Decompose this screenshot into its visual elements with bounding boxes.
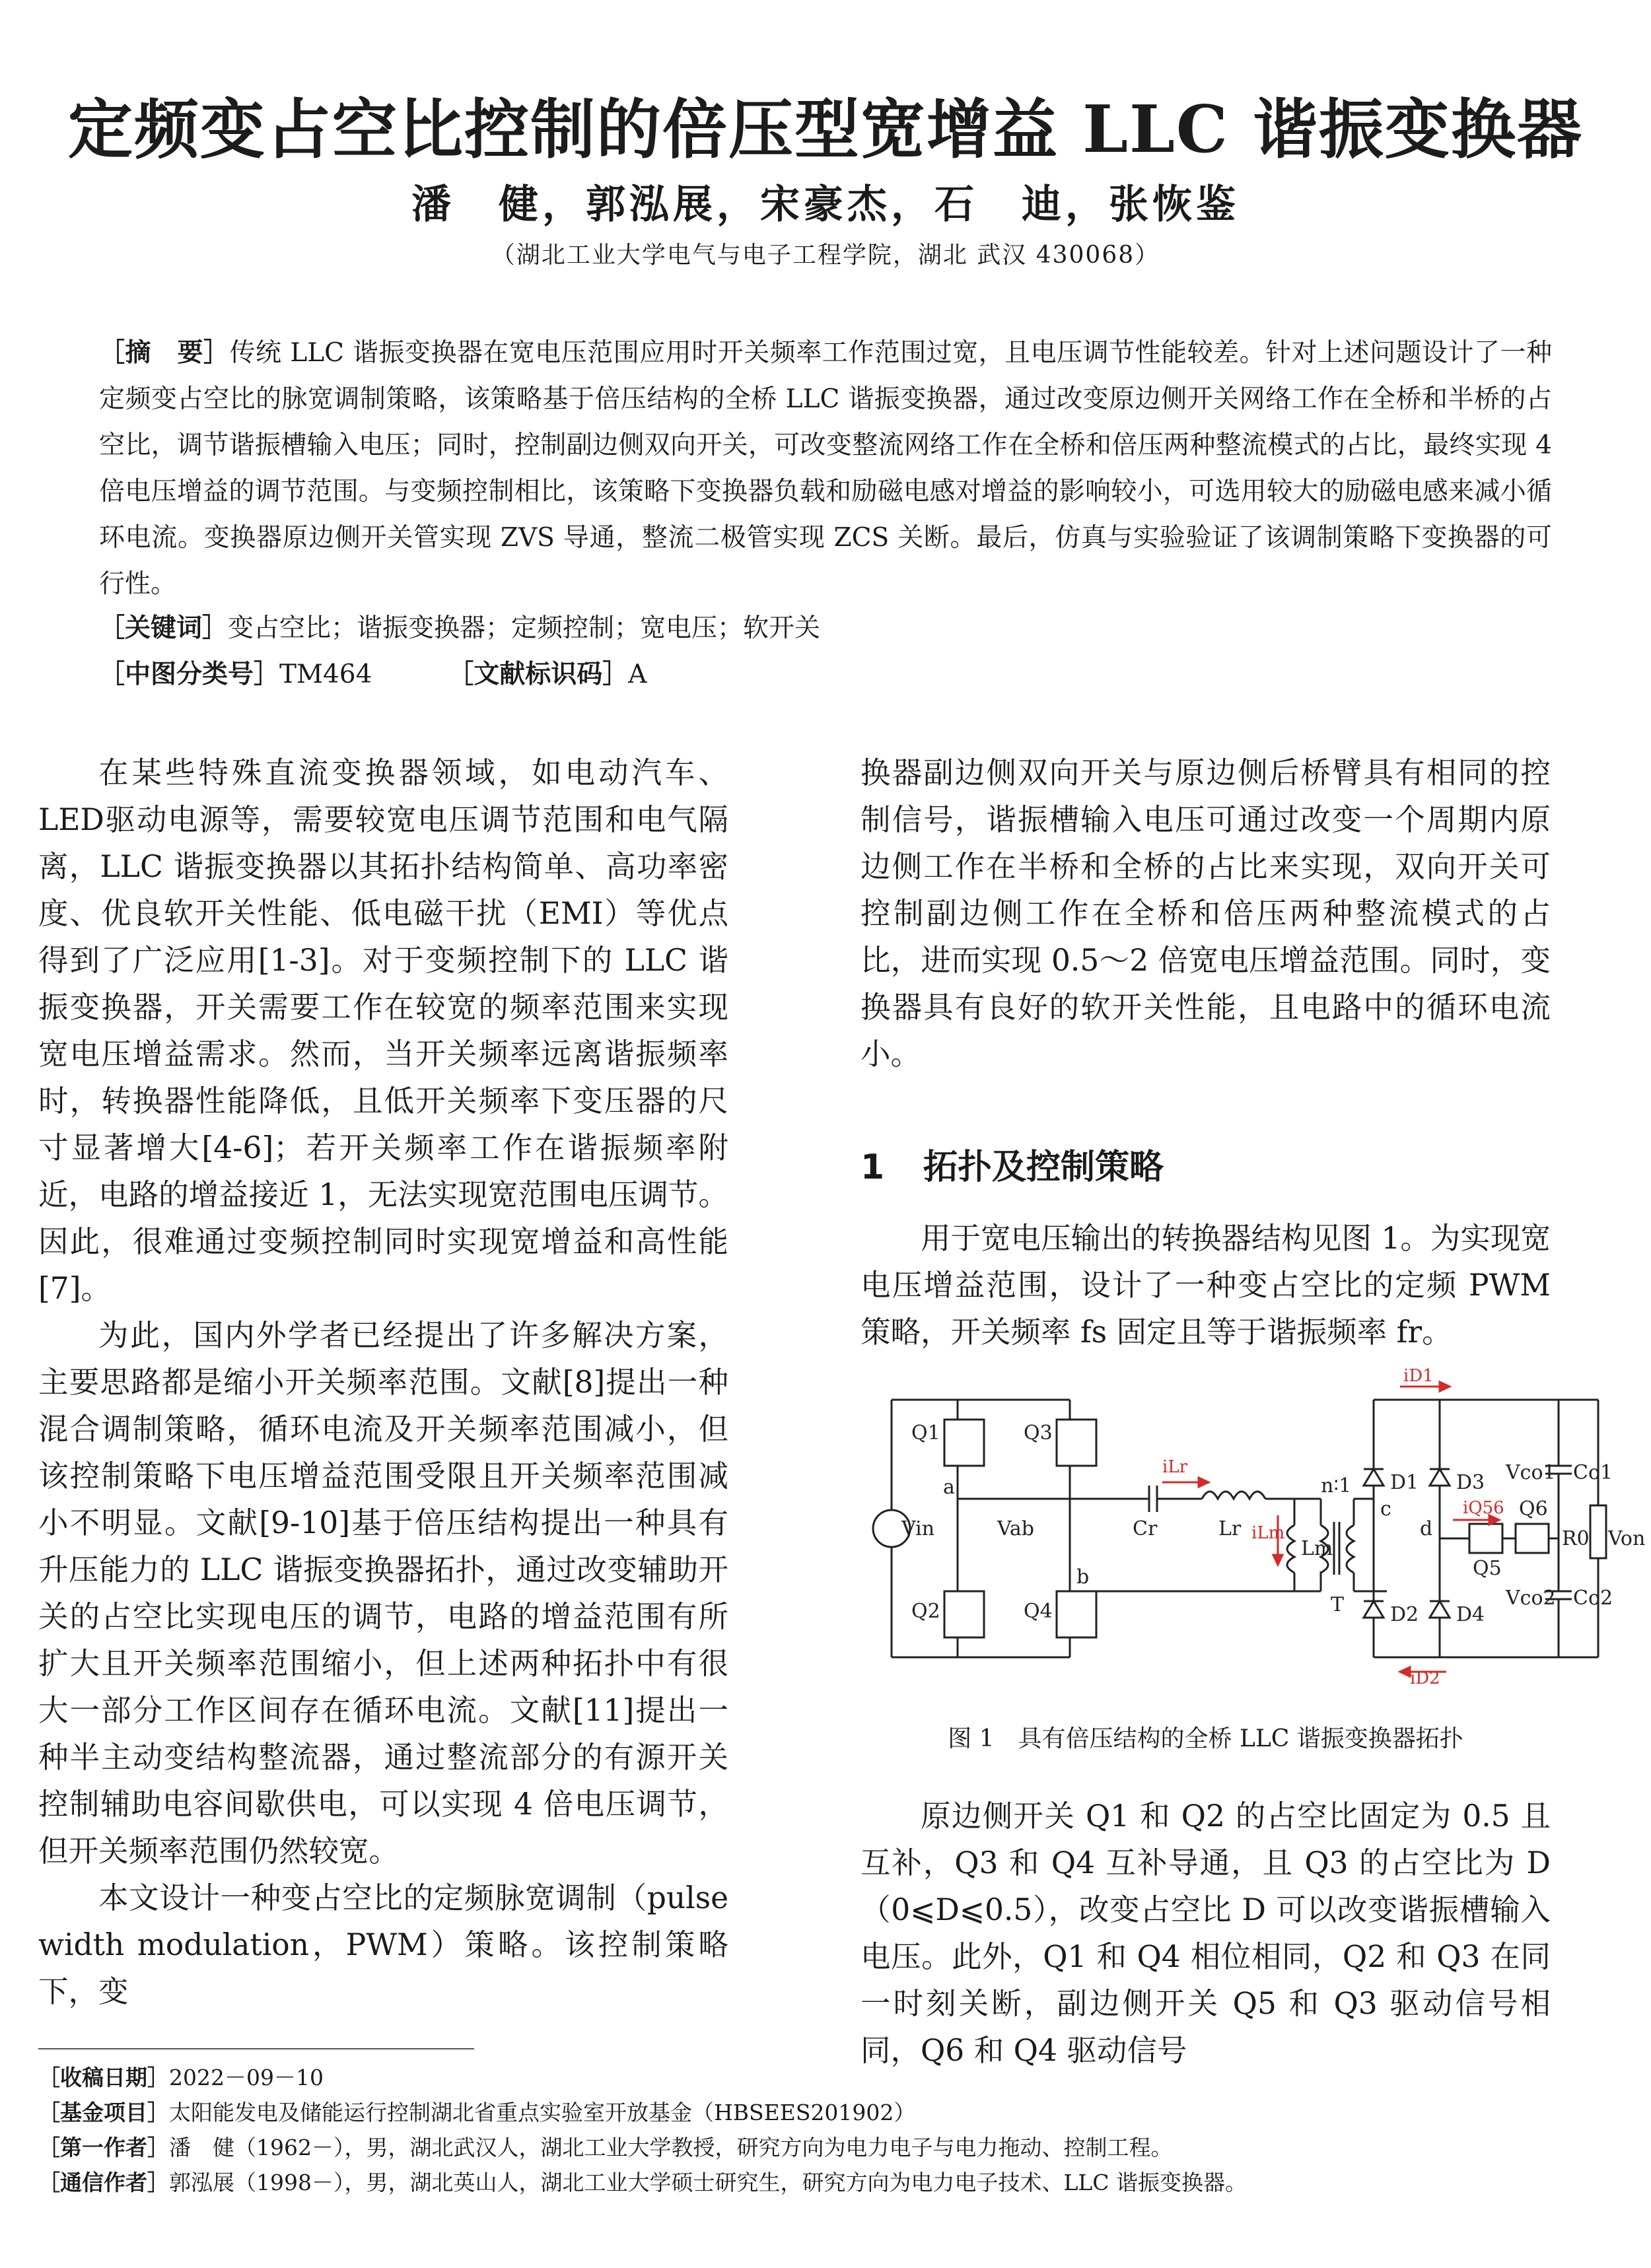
doc-code-label: ［文献标识码］ <box>448 660 629 689</box>
label-d1: D1 <box>1390 1471 1419 1494</box>
label-lr: Lr <box>1218 1517 1242 1540</box>
body-right-column-bottom <box>861 1793 1551 2074</box>
footnotes <box>38 2060 1623 2200</box>
footnote-corresponding-author: ［通信作者］郭泓展（1998－），男，湖北英山人，湖北工业大学硕士研究生，研究方向为电力电子技术、LLC 谐振变换器。 <box>38 2170 1247 2195</box>
classification-block <box>99 654 1552 691</box>
keywords-text: 变占空比；谐振变换器；定频控制；宽电压；软开关 <box>228 613 821 643</box>
label-co1: Co1 <box>1573 1461 1613 1484</box>
body-paragraph: 换器副边侧双向开关与原边侧后桥臂具有相同的控制信号，谐振槽输入电压可通过改变一个周期内原边侧工作在半桥和全桥的占比来实现，双向开关可控制副边侧工作在全桥和倍压两种整流模式的占比，进而实现 0.5～2 倍宽电压增益范围。同时，变换器具有良好的软开关性能，且电路中的循环电流小。 <box>861 755 1551 1072</box>
section-number: 1 <box>861 1148 885 1187</box>
label-d2: D2 <box>1390 1603 1419 1626</box>
label-ilm: iLm <box>1251 1523 1285 1543</box>
abstract-label: ［摘 要］ <box>99 338 230 368</box>
abstract-text: 传统 LLC 谐振变换器在宽电压范围应用时开关频率工作范围过宽，且电压调节性能较差。针对上述问题设计了一种定频变占空比的脉宽调制策略，该策略基于倍压结构的全桥 LLC 谐振变换器，通过改变原边侧开关网络工作在全桥和半桥的占空比，调节谐振槽输入电压；同时，控制副边侧双向开关，可改变整流网络工作在全桥和倍压两种整流模式的占比，最终实现 4 倍电压增益的调节范围。与变频控制相比，该策略下变换器负载和励磁电感对增益的影响较小，可选用较大的励磁电感来减小循环电流。变换器原边侧开关管实现 ZVS 导通，整流二极管实现 ZCS 关断。最后，仿真与实验验证了该调制策略下变换器的可行性。 <box>99 338 1552 599</box>
footnote-first-author: ［第一作者］潘 健（1962－），男，湖北武汉人，湖北工业大学教授，研究方向为电力电子与电力拖动、控制工程。 <box>38 2135 1173 2160</box>
label-ratio: n∶1 <box>1321 1474 1352 1497</box>
label-node-c: c <box>1380 1497 1391 1521</box>
label-q4: Q4 <box>1024 1600 1053 1623</box>
footnote-funding: ［基金项目］太阳能发电及储能运行控制湖北省重点实验室开放基金（HBSEES201902） <box>38 2100 916 2125</box>
label-cr: Cr <box>1133 1517 1158 1540</box>
label-q1: Q1 <box>911 1422 940 1445</box>
label-id2: iD2 <box>1410 1668 1440 1688</box>
paper-title: 定频变占空比控制的倍压型宽增益 LLC 谐振变换器 <box>67 92 1584 168</box>
keywords-label: ［关键词］ <box>99 613 228 643</box>
body-paragraph: 为此，国内外学者已经提出了许多解决方案，主要思路都是缩小开关频率范围。文献[8]提出一种混合调制策略，循环电流及开关频率范围减小，但该控制策略下电压增益范围受限且开关频率范围减小不明显。文献[9-10]基于倍压结构提出一种具有升压能力的 LLC 谐振变换器拓扑，通过改变辅助开关的占空比实现电压的调节，电路的增益范围有所扩大且开关频率范围缩小，但上述两种拓扑中有很大一部分工作区间存在循环电流。文献[11]提出一种半主动变结构整流器，通过整流部分的有源开关控制辅助电容间歇供电，可以实现 4 倍电压调节，但开关频率范围仍然较宽。 <box>38 1318 728 1869</box>
circuit-diagram <box>872 1366 1646 1688</box>
clc-value: TM464 <box>279 660 372 689</box>
label-vco2: Vco2 <box>1506 1587 1556 1610</box>
label-q2: Q2 <box>911 1600 940 1623</box>
body-paragraph: 原边侧开关 Q1 和 Q2 的占空比固定为 0.5 且互补，Q3 和 Q4 互补导通，且 Q3 的占空比为 D（0⩽D⩽0.5），改变占空比 D 可以改变谐振槽输入电压。此外，Q1 和 Q4 相位相同，Q2 和 Q3 在同一时刻关断，副边侧开关 Q5 和 Q3 驱动信号相同，Q6 和 Q4 驱动信号 <box>861 1799 1551 2068</box>
doc-code-value: A <box>628 660 647 689</box>
label-lm: Lm <box>1301 1537 1333 1560</box>
figure-caption: 图 1 具有倍压结构的全桥 LLC 谐振变换器拓扑 <box>948 1725 1463 1752</box>
body-left-column <box>38 749 728 2015</box>
label-node-d: d <box>1420 1517 1433 1540</box>
label-r0: R0 <box>1562 1527 1590 1550</box>
label-node-b: b <box>1076 1565 1090 1589</box>
label-q3: Q3 <box>1024 1422 1053 1445</box>
label-node-a: a <box>943 1476 955 1499</box>
label-q5: Q5 <box>1473 1557 1502 1580</box>
label-vin: Vin <box>901 1517 935 1540</box>
label-d4: D4 <box>1456 1603 1485 1626</box>
label-q6: Q6 <box>1519 1497 1548 1521</box>
label-transformer: T <box>1331 1593 1345 1616</box>
author-list: 潘 健，郭泓展，宋豪杰，石 迪，张恢鉴 <box>411 182 1240 228</box>
label-ilr: iLr <box>1162 1457 1188 1477</box>
label-d3: D3 <box>1456 1471 1485 1494</box>
clc-label: ［中图分类号］ <box>99 660 280 689</box>
section-heading <box>861 1139 1164 1188</box>
keywords-block <box>99 607 1552 644</box>
body-paragraph: 在某些特殊直流变换器领域，如电动汽车、LED驱动电源等，需要较宽电压调节范围和电气隔离，LLC 谐振变换器以其拓扑结构简单、高功率密度、优良软开关性能、低电磁干扰（EMI）等优点得到了广泛应用[1-3]。对于变频控制下的 LLC 谐振变换器，开关需要工作在较宽的频率范围来实现宽电压增益需求。然而，当开关频率远离谐振频率时，转换器性能降低，且低开关频率下变压器的尺寸显著增大[4-6]；若开关频率工作在谐振频率附近，电路的增益接近 1，无法实现宽范围电压调节。因此，很难通过变频控制同时实现宽增益和高性能[7]。 <box>38 755 728 1306</box>
label-von: Von <box>1608 1527 1646 1550</box>
label-vab: Vab <box>997 1517 1035 1540</box>
affiliation: （湖北工业大学电气与电子工程学院，湖北 武汉 430068） <box>491 242 1160 269</box>
footnote-divider <box>38 2048 474 2049</box>
label-vco1: Vco1 <box>1506 1461 1556 1484</box>
abstract-block <box>99 330 1552 607</box>
body-paragraph: 本文设计一种变占空比的定频脉宽调制（pulse width modulation，PWM）策略。该控制策略下，变 <box>38 1880 728 2009</box>
section-title: 拓扑及控制策略 <box>923 1148 1164 1187</box>
footnote-received: ［收稿日期］2022－09－10 <box>38 2065 324 2090</box>
label-co2: Co2 <box>1573 1587 1613 1610</box>
label-iq56: iQ56 <box>1463 1498 1504 1518</box>
body-right-column-mid <box>861 1215 1551 1356</box>
body-right-column-top <box>861 749 1551 1078</box>
body-paragraph: 用于宽电压输出的转换器结构见图 1。为实现宽电压增益范围，设计了一种变占空比的定频 PWM 策略，开关频率 fs 固定且等于谐振频率 fr。 <box>861 1221 1551 1350</box>
label-id1: iD1 <box>1403 1366 1434 1386</box>
